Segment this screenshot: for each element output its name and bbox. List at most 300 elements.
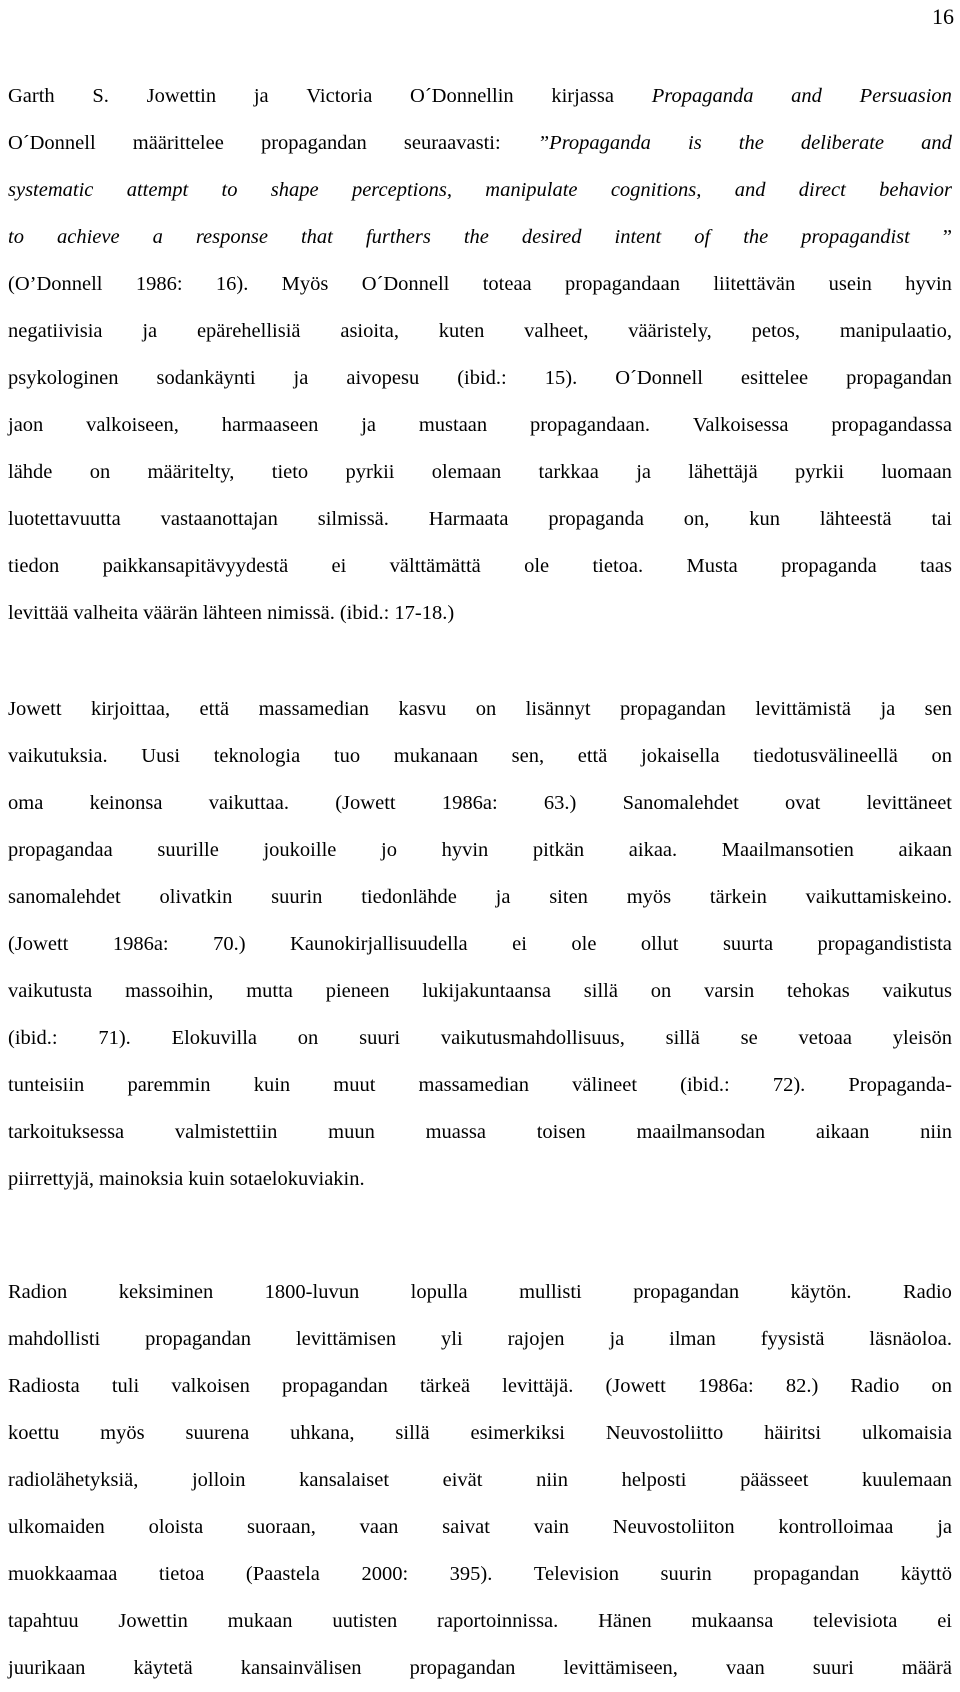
word: O´Donnell xyxy=(615,367,703,389)
word: levittäneet xyxy=(866,792,952,814)
word: suurena xyxy=(185,1422,250,1444)
word: lopulla xyxy=(410,1281,468,1303)
word: (ibid.: xyxy=(339,602,390,624)
word: lukijakuntaansa xyxy=(422,980,551,1002)
word: epärehellisiä xyxy=(196,320,301,342)
word: O´Donnell xyxy=(8,132,96,154)
word: hyvin xyxy=(905,273,952,295)
word: maailmansodan xyxy=(636,1121,766,1143)
word: Television xyxy=(533,1563,620,1585)
text-line xyxy=(8,543,952,590)
word: ja xyxy=(142,320,158,342)
word: valheet, xyxy=(524,320,589,342)
word: that xyxy=(300,226,333,248)
word: 15). xyxy=(544,367,578,389)
word: sen, xyxy=(511,745,545,767)
word: sanomalehdet xyxy=(8,886,121,908)
word: Uusi xyxy=(141,745,181,767)
word: 1800-luvun xyxy=(264,1281,360,1303)
word: on xyxy=(650,980,672,1002)
word: ole xyxy=(524,555,550,577)
text-line xyxy=(8,1015,952,1062)
word: joukoille xyxy=(263,839,337,861)
word: läsnäoloa. xyxy=(869,1328,952,1350)
word: mukaansa xyxy=(691,1610,774,1632)
word: on xyxy=(931,1375,952,1397)
text-line xyxy=(8,120,952,167)
word: ei xyxy=(937,1610,952,1632)
text-line xyxy=(8,1109,952,1156)
word: keinonsa xyxy=(89,792,163,814)
word: Jowettin xyxy=(146,85,217,107)
word: vaikutusta xyxy=(8,980,93,1002)
word: vääristely, xyxy=(628,320,712,342)
word: massamedian xyxy=(258,698,370,720)
text-line xyxy=(8,780,952,827)
word: (Jowett xyxy=(335,792,396,814)
word: Hänen xyxy=(598,1610,652,1632)
word: mainoksia xyxy=(98,1168,184,1190)
word: suuri xyxy=(359,1027,401,1049)
word: response xyxy=(195,226,268,248)
word: tietoa. xyxy=(592,555,644,577)
word: kansalaiset xyxy=(299,1469,390,1491)
word: esittelee xyxy=(740,367,809,389)
word: mukanaan xyxy=(393,745,478,767)
text-line xyxy=(8,733,952,780)
word: pitkän xyxy=(532,839,585,861)
text-line xyxy=(8,1551,952,1598)
word: mustaan xyxy=(418,414,488,436)
word: luomaan xyxy=(881,461,952,483)
word: direct xyxy=(798,179,846,201)
word: 1986a: xyxy=(112,933,169,955)
word: massamedian xyxy=(418,1074,529,1096)
word: oma xyxy=(8,792,44,814)
word: käytetä xyxy=(133,1657,193,1679)
text-line xyxy=(8,686,952,733)
word: kuten xyxy=(438,320,485,342)
word: jo xyxy=(381,839,397,861)
word: desired xyxy=(521,226,582,248)
word: O´Donnellin xyxy=(410,85,514,107)
word: jolloin xyxy=(191,1469,246,1491)
word: toteaa xyxy=(482,273,532,295)
word: Sanomalehdet xyxy=(622,792,739,814)
word: and xyxy=(734,179,766,201)
word: uhkana, xyxy=(290,1422,355,1444)
paragraph-propaganda-definition xyxy=(8,73,952,637)
word: kansainvälisen xyxy=(240,1657,362,1679)
word: käyttö xyxy=(900,1563,952,1585)
word: harmaaseen xyxy=(221,414,319,436)
word: ovat xyxy=(785,792,821,814)
word: 70.) xyxy=(213,933,246,955)
word: aivopesu xyxy=(346,367,420,389)
word: Radio xyxy=(850,1375,900,1397)
word: achieve xyxy=(56,226,120,248)
word: on, xyxy=(683,508,710,530)
word: mullisti xyxy=(519,1281,582,1303)
word: cognitions, xyxy=(610,179,702,201)
word: propagandan xyxy=(260,132,367,154)
word: mutta xyxy=(246,980,293,1002)
word: Neuvostoliiton xyxy=(612,1516,735,1538)
word: tarkoituksessa xyxy=(8,1121,125,1143)
word: 16). xyxy=(215,273,249,295)
word: S. xyxy=(92,85,109,107)
word: myös xyxy=(100,1422,145,1444)
word: raportoinnissa. xyxy=(437,1610,559,1632)
word: häiritsi xyxy=(764,1422,822,1444)
text-line xyxy=(8,590,952,637)
word: vaikuttaa. xyxy=(208,792,289,814)
word: and xyxy=(921,132,952,154)
word: (Jowett xyxy=(605,1375,666,1397)
word: käytön. xyxy=(790,1281,852,1303)
text-line xyxy=(8,968,952,1015)
word: väärän xyxy=(143,602,198,624)
word: Jowett xyxy=(8,698,62,720)
text-line xyxy=(8,308,952,355)
word: kun xyxy=(749,508,781,530)
text-line xyxy=(8,1363,952,1410)
word: tiedotusvälineellä xyxy=(753,745,898,767)
word: suurin xyxy=(271,886,323,908)
word: attempt xyxy=(126,179,189,201)
text-line xyxy=(8,1645,952,1692)
word: Radion xyxy=(8,1281,68,1303)
word: niin xyxy=(536,1469,568,1491)
word: suoraan, xyxy=(247,1516,316,1538)
word: usein xyxy=(828,273,872,295)
text-line xyxy=(8,214,952,261)
word: rajojen xyxy=(507,1328,565,1350)
word: muassa xyxy=(425,1121,486,1143)
text-line xyxy=(8,874,952,921)
word: levittämistä xyxy=(755,698,851,720)
page-number: 16 xyxy=(932,4,954,29)
word: vastaanottajan xyxy=(160,508,278,530)
word: luotettavuutta xyxy=(8,508,121,530)
word: tehokas xyxy=(787,980,850,1002)
word: fyysistä xyxy=(760,1328,825,1350)
word: 17-18.) xyxy=(394,602,455,624)
word: uutisten xyxy=(332,1610,398,1632)
word: nimissä. xyxy=(267,602,335,624)
word: Valkoisessa xyxy=(692,414,789,436)
word: on xyxy=(931,745,952,767)
word: 2000: xyxy=(361,1563,409,1585)
word: ei xyxy=(331,555,347,577)
word: ja xyxy=(937,1516,952,1538)
word: 63.) xyxy=(543,792,577,814)
word: sodankäynti xyxy=(156,367,256,389)
word: piirrettyjä, xyxy=(8,1168,94,1190)
word: propagandan xyxy=(282,1375,388,1397)
word: oloista xyxy=(148,1516,204,1538)
word: propagandaan. xyxy=(529,414,651,436)
word: liitettävän xyxy=(713,273,796,295)
word: and xyxy=(791,85,822,107)
word: kuin xyxy=(188,1168,225,1190)
word: (ibid.: xyxy=(457,367,507,389)
word: Kaunokirjallisuudella xyxy=(290,933,468,955)
word: teknologia xyxy=(213,745,301,767)
word: mahdollisti xyxy=(8,1328,101,1350)
word: lähteestä xyxy=(819,508,892,530)
word: propaganda xyxy=(548,508,644,530)
word: televisiota xyxy=(813,1610,898,1632)
word: keksiminen xyxy=(118,1281,214,1303)
word: mukaan xyxy=(227,1610,293,1632)
word: propagandistista xyxy=(817,933,952,955)
word: välineet xyxy=(572,1074,638,1096)
word: esimerkiksi xyxy=(470,1422,565,1444)
word: kuulemaan xyxy=(861,1469,952,1491)
word: ja xyxy=(361,414,377,436)
word: Radiosta xyxy=(8,1375,80,1397)
word: O´Donnell xyxy=(361,273,450,295)
word: suurin xyxy=(660,1563,712,1585)
word: pyrkii xyxy=(345,461,395,483)
word: levittämiseen, xyxy=(563,1657,678,1679)
word: kuin xyxy=(253,1074,291,1096)
word: negatiivisia xyxy=(8,320,103,342)
word: propagandan xyxy=(753,1563,860,1585)
word: paikkansapitävyydestä xyxy=(102,555,289,577)
word: määrä xyxy=(901,1657,952,1679)
word: eivät xyxy=(442,1469,483,1491)
word: tärkeä xyxy=(419,1375,471,1397)
text-line xyxy=(8,496,952,543)
word: vetoaa xyxy=(798,1027,852,1049)
word: (O’Donnell xyxy=(8,273,103,295)
word: että xyxy=(577,745,608,767)
word: is xyxy=(688,132,702,154)
word: behavior xyxy=(879,179,952,201)
text-line xyxy=(8,827,952,874)
word: tärkein xyxy=(709,886,767,908)
text-line xyxy=(8,449,952,496)
text-line xyxy=(8,73,952,120)
word: Radio xyxy=(902,1281,952,1303)
word: manipulate xyxy=(485,179,578,201)
word: tieto xyxy=(271,461,309,483)
word: toisen xyxy=(536,1121,586,1143)
word: että xyxy=(199,698,230,720)
word: valkoisen xyxy=(171,1375,250,1397)
text-line xyxy=(8,402,952,449)
text-line xyxy=(8,1598,952,1645)
word: levittää xyxy=(8,602,69,624)
word: kontrolloimaa xyxy=(778,1516,894,1538)
word: kirjoittaa, xyxy=(90,698,171,720)
word: propagandist xyxy=(801,226,910,248)
word: pyrkii xyxy=(795,461,845,483)
word: valheita xyxy=(73,602,139,624)
word: (Paastela xyxy=(245,1563,320,1585)
word: Propaganda- xyxy=(848,1074,952,1096)
word: valkoiseen, xyxy=(86,414,179,436)
word: ” xyxy=(942,226,952,248)
word: propagandan xyxy=(633,1281,740,1303)
word: deliberate xyxy=(800,132,885,154)
word: Victoria xyxy=(306,85,373,107)
word: koettu xyxy=(8,1422,60,1444)
word: jaon xyxy=(8,414,44,436)
text-line xyxy=(8,1269,952,1316)
word: ollut xyxy=(640,933,679,955)
word: varsin xyxy=(704,980,755,1002)
word: systematic xyxy=(8,179,94,201)
word: vaikutus xyxy=(882,980,952,1002)
word: vaikuttamiskeino. xyxy=(805,886,952,908)
word: propaganda xyxy=(781,555,877,577)
word: Musta xyxy=(686,555,738,577)
word: lähde xyxy=(8,461,53,483)
text-line xyxy=(8,921,952,968)
word: 82.) xyxy=(785,1375,819,1397)
word: yleisön xyxy=(892,1027,952,1049)
word: 1986a: xyxy=(697,1375,754,1397)
word: myös xyxy=(626,886,672,908)
word: taas xyxy=(920,555,952,577)
word: aikaan xyxy=(898,839,952,861)
word: välttämättä xyxy=(389,555,481,577)
word: juurikaan xyxy=(8,1657,86,1679)
word: ja xyxy=(636,461,651,483)
word: Jowettin xyxy=(118,1610,188,1632)
paragraph-mass-media xyxy=(8,686,952,1203)
word: vaikutusmahdollisuus, xyxy=(440,1027,625,1049)
text-line xyxy=(8,261,952,308)
word: Garth xyxy=(8,85,55,107)
word: tapahtuu xyxy=(8,1610,79,1632)
word: ilman xyxy=(669,1328,716,1350)
word: silmissä. xyxy=(317,508,389,530)
word: hyvin xyxy=(441,839,489,861)
word: a xyxy=(152,226,163,248)
text-line xyxy=(8,1156,952,1203)
word: tietoa xyxy=(158,1563,205,1585)
word: vaan xyxy=(359,1516,399,1538)
word: ja xyxy=(495,886,511,908)
word: psykologinen xyxy=(8,367,119,389)
word: ja xyxy=(253,85,269,107)
word: ole xyxy=(571,933,597,955)
word: suurta xyxy=(722,933,774,955)
paragraph-radio-television xyxy=(8,1269,952,1692)
word: sillä xyxy=(395,1422,430,1444)
word: (ibid.: xyxy=(680,1074,730,1096)
word: tai xyxy=(931,508,952,530)
word: 71). xyxy=(98,1027,131,1049)
word: niin xyxy=(920,1121,952,1143)
word: propagandan xyxy=(409,1657,516,1679)
word: propagandaan xyxy=(565,273,680,295)
word: ”Propaganda xyxy=(537,132,651,154)
word: to xyxy=(221,179,238,201)
word: suuri xyxy=(812,1657,854,1679)
word: kirjassa xyxy=(551,85,614,107)
word: tarkkaa xyxy=(538,461,599,483)
word: propagandan xyxy=(145,1328,252,1350)
word: muut xyxy=(333,1074,376,1096)
word: levittämisen xyxy=(295,1328,397,1350)
word: määrittelee xyxy=(132,132,224,154)
word: Persuasion xyxy=(859,85,952,107)
word: furthers xyxy=(365,226,431,248)
word: vaikutuksia. xyxy=(8,745,108,767)
word: suurille xyxy=(157,839,219,861)
word: vain xyxy=(533,1516,570,1538)
text-line xyxy=(8,1316,952,1363)
word: shape xyxy=(270,179,319,201)
word: asioita, xyxy=(340,320,399,342)
word: ulkomaisia xyxy=(861,1422,952,1444)
word: muun xyxy=(328,1121,375,1143)
text-line xyxy=(8,167,952,214)
word: ja xyxy=(293,367,309,389)
word: seuraavasti: xyxy=(403,132,501,154)
word: lähteen xyxy=(202,602,263,624)
word: ja xyxy=(880,698,896,720)
word: sillä xyxy=(583,980,618,1002)
word: määritelty, xyxy=(147,461,235,483)
word: 1986a: xyxy=(441,792,498,814)
word: the xyxy=(738,132,764,154)
word: olivatkin xyxy=(159,886,233,908)
word: muokkaamaa xyxy=(8,1563,118,1585)
word: (Jowett xyxy=(8,933,69,955)
word: lähettäjä xyxy=(688,461,758,483)
word: vaan xyxy=(726,1657,765,1679)
word: of xyxy=(694,226,711,248)
word: radiolähetyksiä, xyxy=(8,1469,139,1491)
word: kasvu xyxy=(398,698,447,720)
word: pieneen xyxy=(325,980,390,1002)
word: tiedon xyxy=(8,555,60,577)
text-line xyxy=(8,1457,952,1504)
word: Maailmansotien xyxy=(721,839,854,861)
word: the xyxy=(463,226,489,248)
word: aikaan xyxy=(815,1121,870,1143)
word: Harmaata xyxy=(428,508,509,530)
word: on xyxy=(297,1027,319,1049)
word: aikaa. xyxy=(628,839,678,861)
word: 72). xyxy=(772,1074,806,1096)
word: Propaganda xyxy=(651,85,754,107)
text-line xyxy=(8,355,952,402)
word: tuo xyxy=(333,745,361,767)
word: on xyxy=(89,461,111,483)
word: petos, xyxy=(751,320,800,342)
word: to xyxy=(8,226,24,248)
word: tunteisiin xyxy=(8,1074,85,1096)
word: 1986: xyxy=(135,273,183,295)
word: saivat xyxy=(442,1516,490,1538)
word: siten xyxy=(549,886,588,908)
word: se xyxy=(740,1027,758,1049)
word: propagandan xyxy=(846,367,952,389)
word: tiedonlähde xyxy=(361,886,457,908)
word: olemaan xyxy=(431,461,502,483)
text-line xyxy=(8,1504,952,1551)
word: perceptions, xyxy=(351,179,452,201)
word: ulkomaiden xyxy=(8,1516,105,1538)
word: Elokuvilla xyxy=(171,1027,257,1049)
